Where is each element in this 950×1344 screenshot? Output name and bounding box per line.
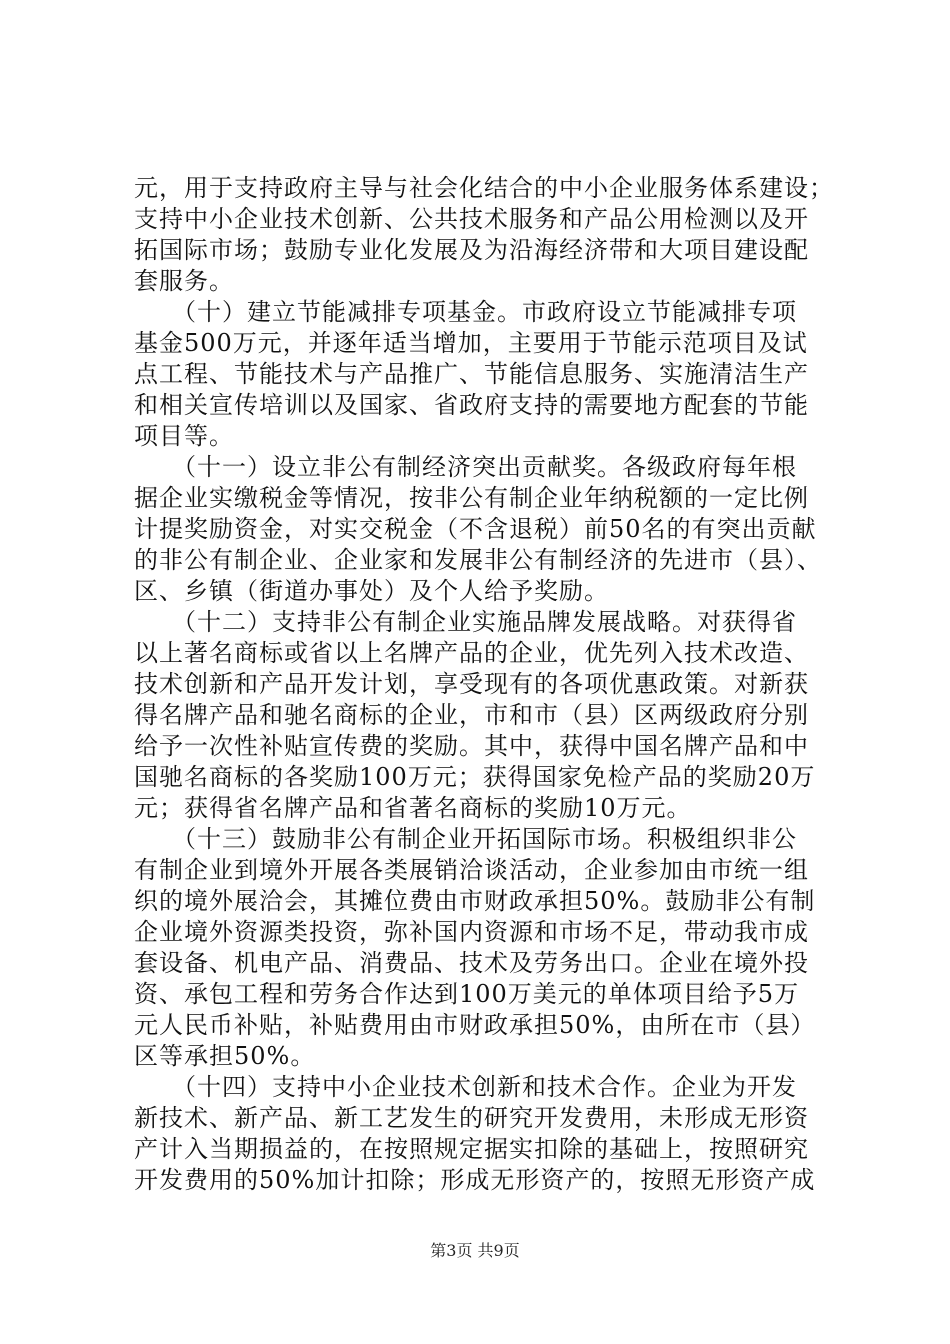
text-line: 支持中小企业技术创新、公共技术服务和产品公用检测以及开	[134, 205, 809, 233]
text-line: 拓国际市场；鼓励专业化发展及为沿海经济带和大项目建设配	[134, 236, 809, 264]
text-line: 点工程、节能技术与产品推广、节能信息服务、实施清洁生产	[134, 360, 809, 388]
text-line: 开发费用的50%加计扣除；形成无形资产的，按照无形资产成	[134, 1166, 816, 1194]
text-line: 有制企业到境外开展各类展销洽谈活动，企业参加由市统一组	[134, 856, 809, 884]
text-line: （十三）鼓励非公有制企业开拓国际市场。积极组织非公	[134, 825, 797, 853]
text-line: 织的境外展洽会，其摊位费由市财政承担50%。鼓励非公有制	[134, 887, 816, 915]
text-line: 元；获得省名牌产品和省著名商标的奖励10万元。	[134, 794, 692, 822]
text-line: 套设备、机电产品、消费品、技术及劳务出口。企业在境外投	[134, 949, 809, 977]
text-line: 套服务。	[134, 267, 234, 295]
text-line: 产计入当期损益的，在按照规定据实扣除的基础上，按照研究	[134, 1135, 809, 1163]
text-line: 区、乡镇（街道办事处）及个人给予奖励。	[134, 577, 609, 605]
text-line: （十二）支持非公有制企业实施品牌发展战略。对获得省	[134, 608, 797, 636]
page-footer	[0, 1241, 950, 1261]
text-line: （十）建立节能减排专项基金。市政府设立节能减排专项	[134, 298, 797, 326]
text-line: 新技术、新产品、新工艺发生的研究开发费用，未形成无形资	[134, 1104, 809, 1132]
page-number: 第3页 共9页	[430, 1241, 520, 1260]
text-line: 企业境外资源类投资，弥补国内资源和市场不足，带动我市成	[134, 918, 809, 946]
text-line: 的非公有制企业、企业家和发展非公有制经济的先进市（县）、	[134, 546, 822, 574]
text-line: 元，用于支持政府主导与社会化结合的中小企业服务体系建设；	[134, 174, 834, 202]
text-line: 项目等。	[134, 422, 234, 450]
text-line: （十一）设立非公有制经济突出贡献奖。各级政府每年根	[134, 453, 797, 481]
text-line: 资、承包工程和劳务合作达到100万美元的单体项目给予5万	[134, 980, 800, 1008]
text-line: 得名牌产品和驰名商标的企业，市和市（县）区两级政府分别	[134, 701, 809, 729]
document-body	[134, 173, 834, 1196]
text-line: 技术创新和产品开发计划，享受现有的各项优惠政策。对新获	[134, 670, 809, 698]
text-line: 和相关宣传培训以及国家、省政府支持的需要地方配套的节能	[134, 391, 809, 419]
text-line: 国驰名商标的各奖励100万元；获得国家免检产品的奖励20万	[134, 763, 816, 791]
text-line: 以上著名商标或省以上名牌产品的企业，优先列入技术改造、	[134, 639, 809, 667]
text-line: 区等承担50%。	[134, 1042, 316, 1070]
text-line: 计提奖励资金，对实交税金（不含退税）前50名的有突出贡献	[134, 515, 817, 543]
text-line: 给予一次性补贴宣传费的奖励。其中，获得中国名牌产品和中	[134, 732, 809, 760]
text-line: （十四）支持中小企业技术创新和技术合作。企业为开发	[134, 1073, 797, 1101]
text-line: 元人民币补贴，补贴费用由市财政承担50%，由所在市（县）	[134, 1011, 816, 1039]
text-line: 基金500万元，并逐年适当增加，主要用于节能示范项目及试	[134, 329, 808, 357]
text-line: 据企业实缴税金等情况，按非公有制企业年纳税额的一定比例	[134, 484, 809, 512]
